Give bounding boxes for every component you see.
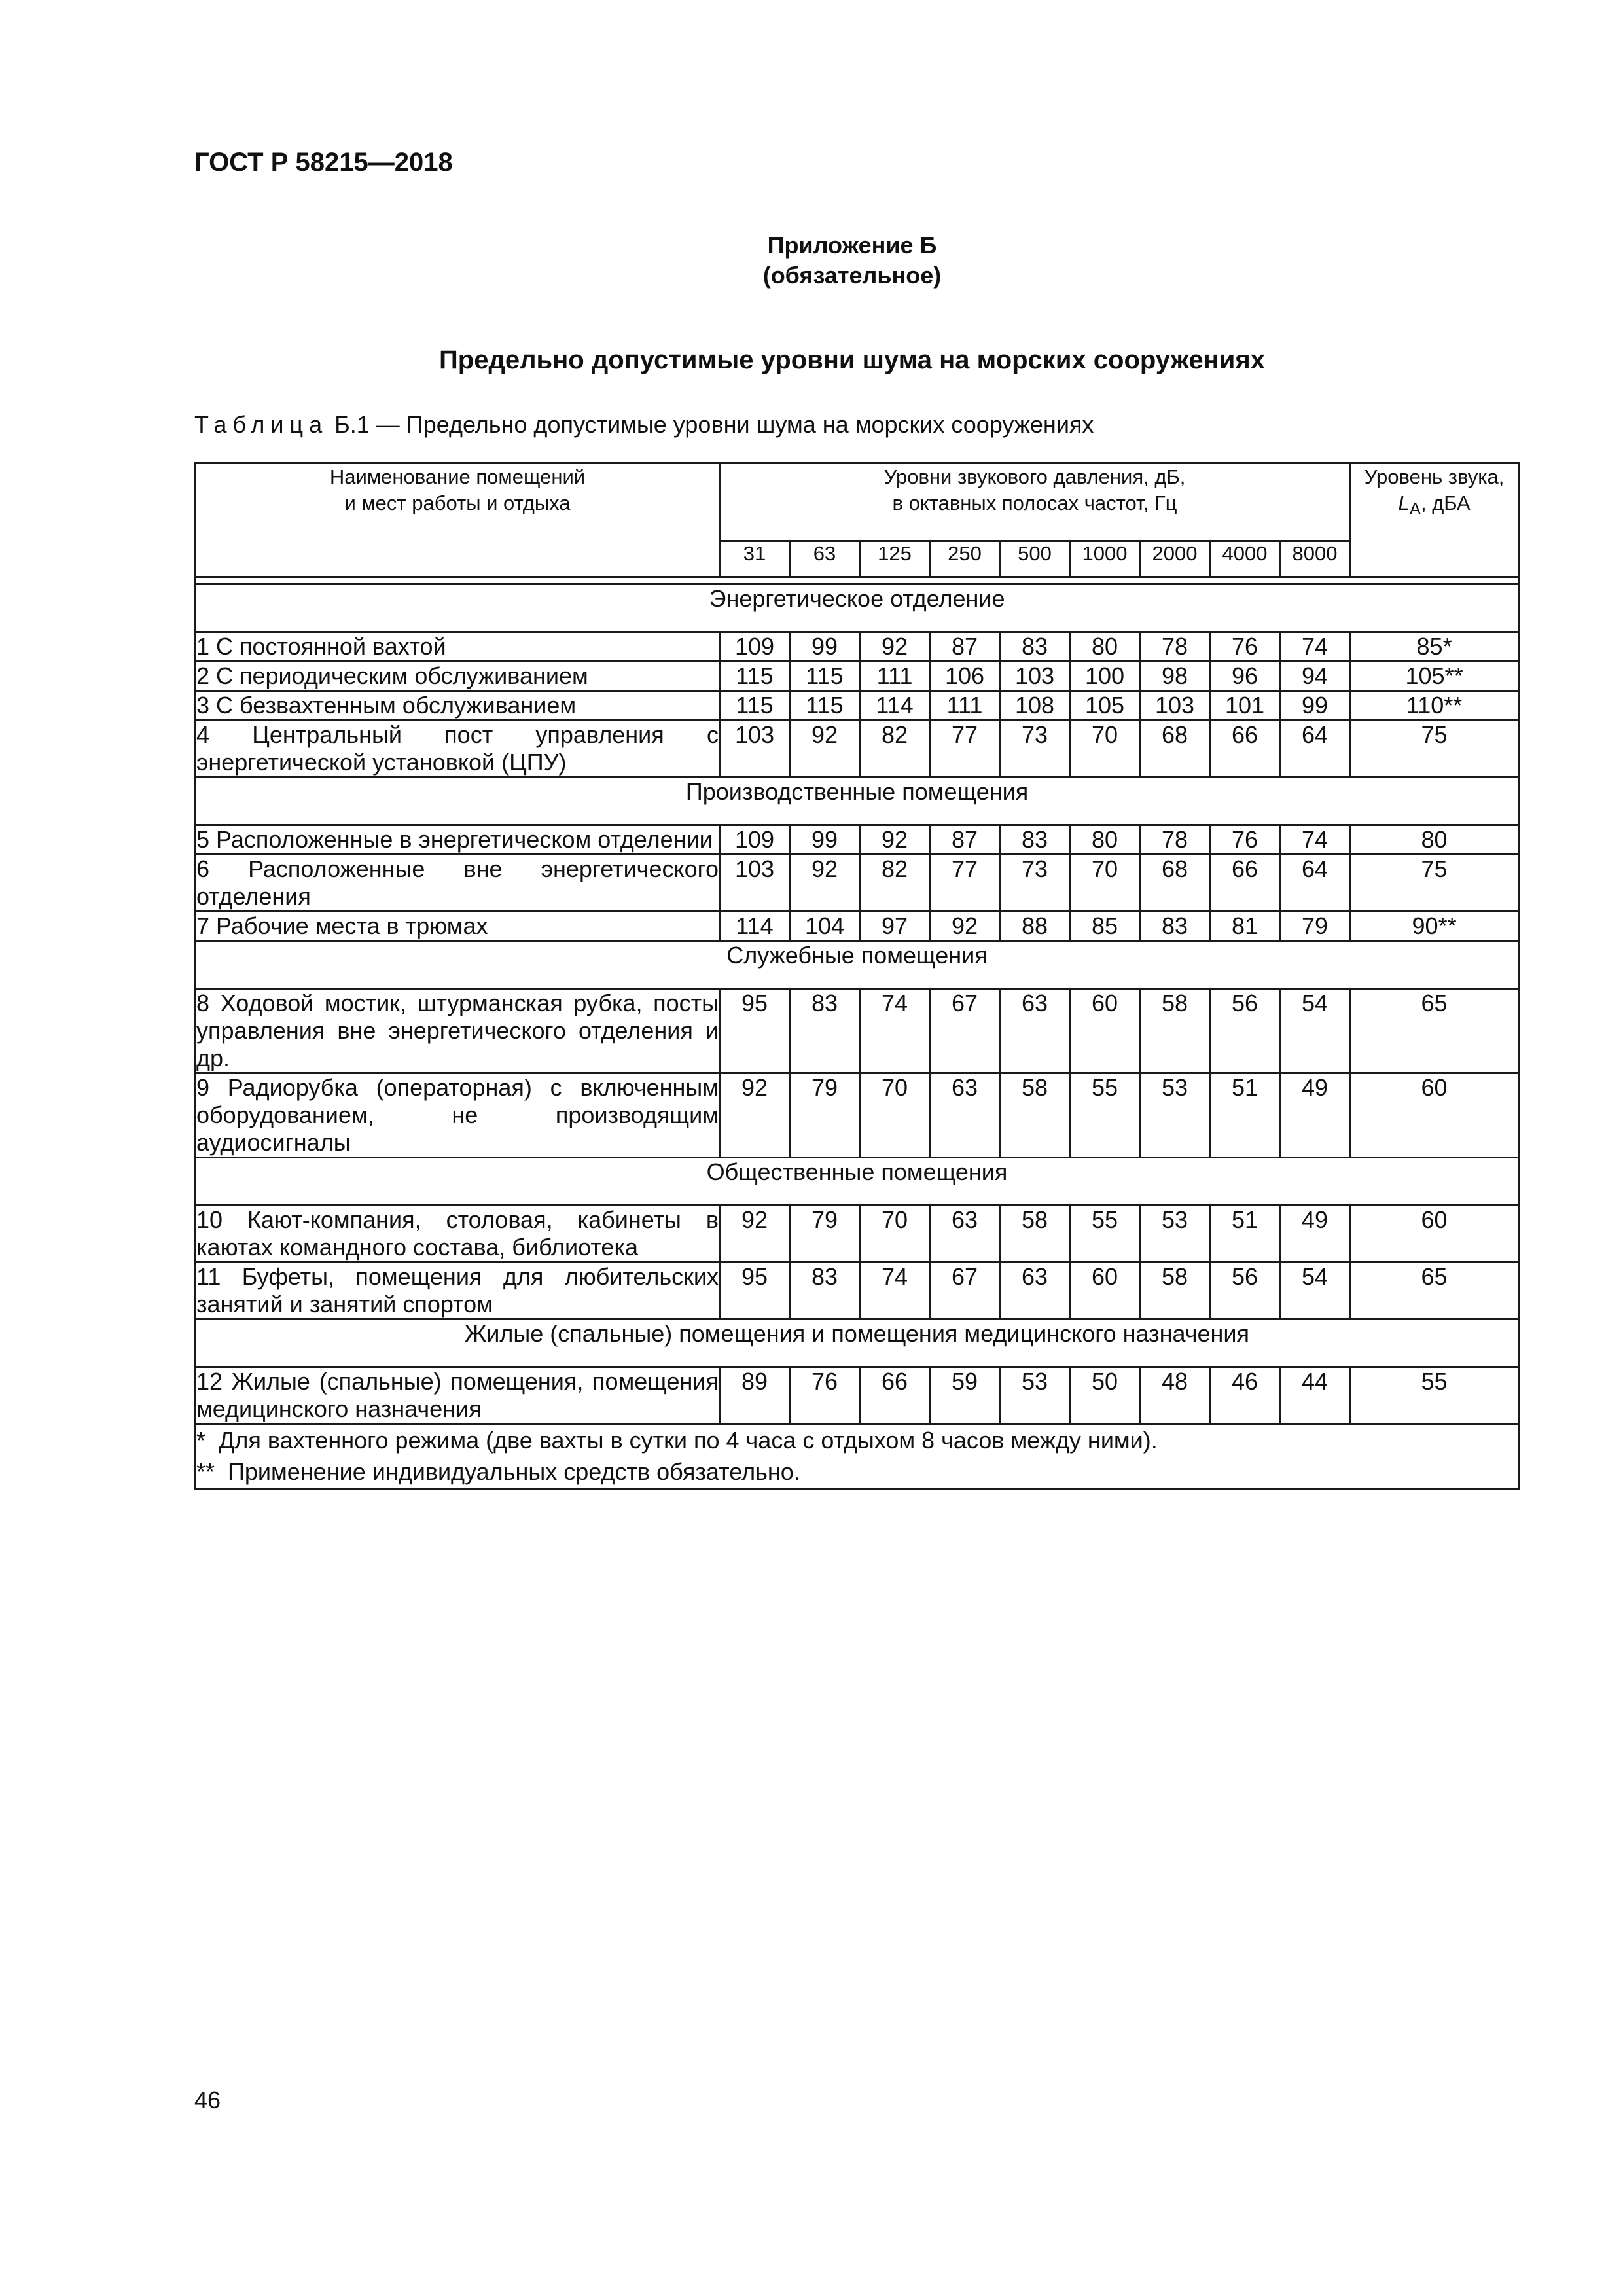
sound-pressure-cell: 76 [1210, 632, 1280, 662]
header-sound-level-symbol: L [1398, 492, 1410, 514]
table-row [196, 1073, 1519, 1158]
sound-pressure-cell: 82 [860, 855, 930, 912]
sound-level-cell: 80 [1350, 825, 1519, 855]
room-name: 10 Кают-компания, столовая, кабинеты в каютах командного состава, библиотека [196, 1206, 720, 1263]
sound-level-cell: 60 [1350, 1073, 1519, 1158]
sound-pressure-cell: 115 [720, 691, 790, 721]
sound-pressure-cell: 92 [790, 721, 860, 778]
page-number: 46 [194, 2087, 221, 2113]
sound-pressure-cell: 55 [1070, 1073, 1140, 1158]
sound-pressure-cell: 96 [1210, 662, 1280, 691]
appendix-title: Приложение Б [767, 232, 937, 259]
frequency-header-cell: 2000 [1140, 541, 1210, 577]
room-name: 8 Ходовой мостик, штурманская рубка, посты управления вне энергетического отделения и др. [196, 989, 720, 1073]
frequency-header-cell: 8000 [1280, 541, 1350, 577]
sound-pressure-cell: 92 [860, 632, 930, 662]
sound-pressure-cell: 95 [720, 989, 790, 1073]
sound-level-cell: 110** [1350, 691, 1519, 721]
section-title: Общественные помещения [196, 1158, 1519, 1206]
room-name: 1 С постоянной вахтой [196, 632, 720, 662]
sound-pressure-cell: 103 [720, 721, 790, 778]
table-row [196, 632, 1519, 662]
sound-pressure-cell: 92 [860, 825, 930, 855]
sound-pressure-cell: 101 [1210, 691, 1280, 721]
sound-pressure-cell: 56 [1210, 989, 1280, 1073]
sound-pressure-cell: 106 [930, 662, 1000, 691]
section-row [196, 778, 1519, 825]
sound-pressure-cell: 60 [1070, 989, 1140, 1073]
page-title: Предельно допустимые уровни шума на морских сооружениях [439, 346, 1265, 374]
sound-pressure-cell: 82 [860, 721, 930, 778]
sound-pressure-cell: 70 [1070, 721, 1140, 778]
sound-pressure-cell: 60 [1070, 1263, 1140, 1319]
header-sound-level-sub: A [1409, 500, 1421, 519]
sound-pressure-cell: 115 [790, 662, 860, 691]
table-row [196, 721, 1519, 778]
frequency-header-cell: 4000 [1210, 541, 1280, 577]
sound-pressure-cell: 80 [1070, 825, 1140, 855]
sound-pressure-cell: 115 [790, 691, 860, 721]
header-sound-level-line1: Уровень звука, [1364, 465, 1505, 488]
sound-pressure-cell: 78 [1140, 825, 1210, 855]
room-name: 4 Центральный пост управления с энергетической установкой (ЦПУ) [196, 721, 720, 778]
sound-pressure-cell: 74 [860, 1263, 930, 1319]
standard-code: ГОСТ Р 58215—2018 [194, 148, 453, 177]
sound-pressure-cell: 74 [1280, 825, 1350, 855]
sound-pressure-cell: 89 [720, 1367, 790, 1424]
sound-pressure-cell: 105 [1070, 691, 1140, 721]
table-row [196, 1367, 1519, 1424]
table-caption [194, 411, 1094, 439]
sound-pressure-cell: 53 [1140, 1073, 1210, 1158]
sound-pressure-cell: 67 [930, 989, 1000, 1073]
table-caption-text: Б.1 — Предельно допустимые уровни шума на морских сооружениях [328, 411, 1094, 438]
table-row [196, 989, 1519, 1073]
room-name: 2 С периодическим обслуживанием [196, 662, 720, 691]
sound-pressure-cell: 63 [1000, 989, 1070, 1073]
sound-level-cell: 65 [1350, 989, 1519, 1073]
sound-pressure-cell: 103 [1140, 691, 1210, 721]
header-gap-cell [196, 577, 1519, 584]
room-name: 6 Расположенные вне энергетического отделения [196, 855, 720, 912]
header-sound-pressure [720, 463, 1350, 541]
frequency-header-cell: 125 [860, 541, 930, 577]
sound-pressure-cell: 83 [1140, 912, 1210, 941]
sound-pressure-cell: 46 [1210, 1367, 1280, 1424]
sound-pressure-cell: 99 [790, 632, 860, 662]
sound-pressure-cell: 63 [930, 1073, 1000, 1158]
sound-pressure-cell: 99 [1280, 691, 1350, 721]
footnotes-row [196, 1424, 1519, 1489]
sound-pressure-cell: 79 [790, 1206, 860, 1263]
frequency-header-cell: 63 [790, 541, 860, 577]
sound-pressure-cell: 111 [860, 662, 930, 691]
sound-pressure-cell: 58 [1000, 1206, 1070, 1263]
table-row [196, 691, 1519, 721]
sound-pressure-cell: 55 [1070, 1206, 1140, 1263]
sound-pressure-cell: 103 [1000, 662, 1070, 691]
sound-pressure-cell: 50 [1070, 1367, 1140, 1424]
sound-pressure-cell: 44 [1280, 1367, 1350, 1424]
room-name: 12 Жилые (спальные) помещения, помещения медицинского назначения [196, 1367, 720, 1424]
sound-pressure-cell: 66 [1210, 855, 1280, 912]
sound-pressure-cell: 99 [790, 825, 860, 855]
sound-level-cell: 75 [1350, 855, 1519, 912]
sound-pressure-cell: 70 [1070, 855, 1140, 912]
table-row [196, 855, 1519, 912]
sound-pressure-cell: 76 [790, 1367, 860, 1424]
sound-pressure-cell: 58 [1140, 989, 1210, 1073]
table-row [196, 1206, 1519, 1263]
sound-pressure-cell: 83 [790, 1263, 860, 1319]
sound-pressure-cell: 103 [720, 855, 790, 912]
sound-pressure-cell: 92 [790, 855, 860, 912]
sound-pressure-cell: 54 [1280, 1263, 1350, 1319]
sound-pressure-cell: 73 [1000, 721, 1070, 778]
header-room-name-line1: Наименование помещений [329, 465, 586, 488]
sound-pressure-cell: 98 [1140, 662, 1210, 691]
sound-pressure-cell: 97 [860, 912, 930, 941]
sound-pressure-cell: 92 [720, 1073, 790, 1158]
sound-pressure-cell: 92 [720, 1206, 790, 1263]
header-room-name-line2: и мест работы и отдыха [344, 492, 571, 514]
section-row [196, 584, 1519, 632]
section-row [196, 941, 1519, 989]
sound-level-cell: 55 [1350, 1367, 1519, 1424]
sound-pressure-cell: 83 [1000, 825, 1070, 855]
sound-pressure-cell: 64 [1280, 855, 1350, 912]
table-header-row [196, 463, 1519, 541]
sound-pressure-cell: 74 [1280, 632, 1350, 662]
sound-level-cell: 90** [1350, 912, 1519, 941]
sound-pressure-cell: 109 [720, 632, 790, 662]
table-caption-label: Таблица [194, 411, 329, 438]
sound-pressure-cell: 85 [1070, 912, 1140, 941]
sound-pressure-cell: 88 [1000, 912, 1070, 941]
sound-pressure-cell: 58 [1140, 1263, 1210, 1319]
sound-pressure-cell: 66 [860, 1367, 930, 1424]
header-sound-pressure-line1: Уровни звукового давления, дБ, [883, 465, 1186, 488]
section-row [196, 1319, 1519, 1367]
sound-pressure-cell: 94 [1280, 662, 1350, 691]
sound-pressure-cell: 56 [1210, 1263, 1280, 1319]
sound-pressure-cell: 83 [1000, 632, 1070, 662]
sound-pressure-cell: 77 [930, 855, 1000, 912]
section-title: Служебные помещения [196, 941, 1519, 989]
sound-pressure-cell: 54 [1280, 989, 1350, 1073]
table-row [196, 825, 1519, 855]
section-title: Производственные помещения [196, 778, 1519, 825]
sound-level-cell: 65 [1350, 1263, 1519, 1319]
sound-pressure-cell: 58 [1000, 1073, 1070, 1158]
sound-pressure-cell: 66 [1210, 721, 1280, 778]
sound-pressure-cell: 87 [930, 632, 1000, 662]
sound-pressure-cell: 100 [1070, 662, 1140, 691]
sound-pressure-cell: 83 [790, 989, 860, 1073]
sound-pressure-cell: 49 [1280, 1073, 1350, 1158]
sound-pressure-cell: 63 [1000, 1263, 1070, 1319]
frequency-header-cell: 500 [1000, 541, 1070, 577]
sound-pressure-cell: 49 [1280, 1206, 1350, 1263]
sound-pressure-cell: 115 [720, 662, 790, 691]
sound-pressure-cell: 81 [1210, 912, 1280, 941]
section-row [196, 1158, 1519, 1206]
table-row [196, 662, 1519, 691]
sound-pressure-cell: 77 [930, 721, 1000, 778]
room-name: 7 Рабочие места в трюмах [196, 912, 720, 941]
table-row [196, 1263, 1519, 1319]
sound-pressure-cell: 70 [860, 1073, 930, 1158]
sound-pressure-cell: 68 [1140, 855, 1210, 912]
sound-pressure-cell: 79 [1280, 912, 1350, 941]
sound-pressure-cell: 76 [1210, 825, 1280, 855]
sound-pressure-cell: 51 [1210, 1073, 1280, 1158]
sound-pressure-cell: 63 [930, 1206, 1000, 1263]
room-name: 3 С безвахтенным обслуживанием [196, 691, 720, 721]
sound-pressure-cell: 53 [1000, 1367, 1070, 1424]
sound-pressure-cell: 48 [1140, 1367, 1210, 1424]
room-name: 11 Буфеты, помещения для любительских занятий и занятий спортом [196, 1263, 720, 1319]
sound-pressure-cell: 51 [1210, 1206, 1280, 1263]
sound-pressure-cell: 74 [860, 989, 930, 1073]
frequency-header-cell: 250 [930, 541, 1000, 577]
sound-pressure-cell: 64 [1280, 721, 1350, 778]
header-room-name [196, 463, 720, 577]
sound-pressure-cell: 104 [790, 912, 860, 941]
sound-pressure-cell: 78 [1140, 632, 1210, 662]
room-name: 5 Расположенные в энергетическом отделении [196, 825, 720, 855]
sound-level-cell: 85* [1350, 632, 1519, 662]
footnote: * Для вахтенного режима (две вахты в сутки по 4 часа с отдыхом 8 часов между ними). [196, 1427, 1158, 1454]
sound-level-cell: 60 [1350, 1206, 1519, 1263]
sound-pressure-cell: 73 [1000, 855, 1070, 912]
sound-level-cell: 75 [1350, 721, 1519, 778]
sound-pressure-cell: 53 [1140, 1206, 1210, 1263]
header-sound-level [1350, 463, 1519, 577]
sound-pressure-cell: 68 [1140, 721, 1210, 778]
section-title: Жилые (спальные) помещения и помещения медицинского назначения [196, 1319, 1519, 1367]
frequency-header-cell: 1000 [1070, 541, 1140, 577]
section-title: Энергетическое отделение [196, 584, 1519, 632]
sound-pressure-cell: 80 [1070, 632, 1140, 662]
sound-pressure-cell: 87 [930, 825, 1000, 855]
table-row [196, 912, 1519, 941]
header-gap [196, 577, 1519, 584]
sound-pressure-cell: 79 [790, 1073, 860, 1158]
footnotes-cell [196, 1424, 1519, 1489]
sound-pressure-cell: 109 [720, 825, 790, 855]
sound-pressure-cell: 114 [720, 912, 790, 941]
appendix-status: (обязательное) [762, 262, 942, 289]
footnote: ** Применение индивидуальных средств обязательно. [196, 1458, 800, 1485]
sound-pressure-cell: 67 [930, 1263, 1000, 1319]
sound-pressure-cell: 59 [930, 1367, 1000, 1424]
sound-pressure-cell: 95 [720, 1263, 790, 1319]
sound-pressure-cell: 114 [860, 691, 930, 721]
sound-pressure-cell: 108 [1000, 691, 1070, 721]
sound-level-cell: 105** [1350, 662, 1519, 691]
frequency-header-cell: 31 [720, 541, 790, 577]
noise-limits-table [194, 462, 1520, 1490]
header-sound-pressure-line2: в октавных полосах частот, Гц [892, 492, 1177, 514]
header-sound-level-unit: , дБА [1420, 492, 1471, 514]
sound-pressure-cell: 92 [930, 912, 1000, 941]
sound-pressure-cell: 111 [930, 691, 1000, 721]
room-name: 9 Радиорубка (операторная) с включенным оборудованием, не производящим аудиосигналы [196, 1073, 720, 1158]
sound-pressure-cell: 70 [860, 1206, 930, 1263]
